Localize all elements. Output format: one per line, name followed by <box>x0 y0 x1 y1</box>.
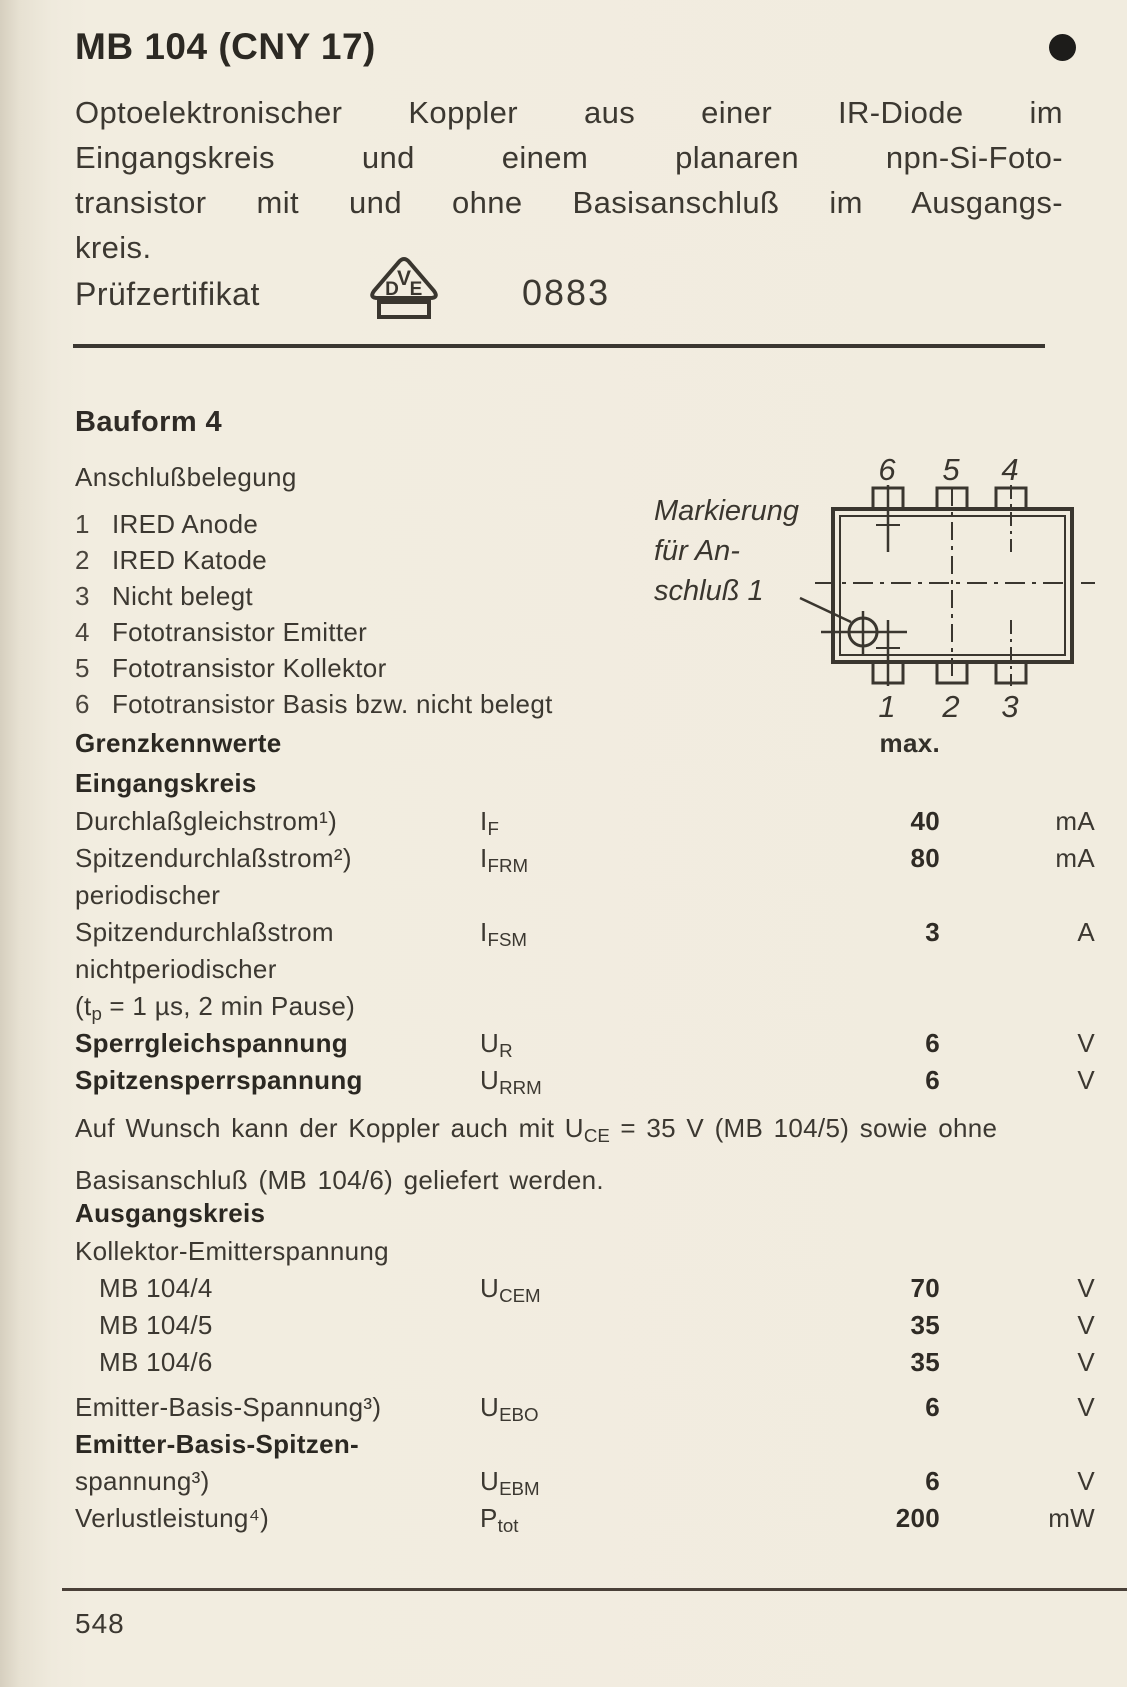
pin-label: IRED Katode <box>112 545 268 575</box>
param-value: 6 <box>925 1466 940 1496</box>
param-label: ($t_p = 1$ µs, 2 min Pause) <box>75 991 356 1025</box>
param-unit: V <box>1077 1028 1095 1058</box>
pin-number: 4 <box>75 617 90 647</box>
param-symbol: $I_{FRM}$ <box>480 843 529 877</box>
pin-number: 5 <box>942 452 960 487</box>
pin-number: 3 <box>1001 689 1019 724</box>
param-value: 6 <box>925 1028 940 1058</box>
param-value: 35 <box>910 1310 940 1340</box>
description-paragraph <box>75 90 1063 270</box>
print-dot <box>1049 34 1076 61</box>
package-diagram <box>640 430 1127 730</box>
table-row <box>75 1310 1095 1347</box>
param-unit: mW <box>1048 1503 1095 1533</box>
pin-number: 2 <box>75 545 90 575</box>
pin-row <box>75 578 553 614</box>
param-unit: V <box>1077 1273 1095 1303</box>
max-column-label: max. <box>879 728 940 758</box>
vde-logo-icon <box>366 254 442 329</box>
param-value: 200 <box>895 1503 940 1533</box>
param-value: 6 <box>925 1065 940 1095</box>
pin-number: 1 <box>878 689 896 724</box>
param-label: Durchlaßgleichstrom¹) <box>75 806 338 836</box>
pin-number: 3 <box>75 581 90 611</box>
marking-label-line: schluß 1 <box>654 575 764 607</box>
pin-number: 4 <box>1001 452 1019 487</box>
param-unit: A <box>1077 917 1095 947</box>
certificate-number: 0883 <box>522 272 611 313</box>
table-row <box>75 1392 1095 1429</box>
param-label: MB 104/5 <box>99 1310 213 1340</box>
param-label: Kollektor-Emitterspannung <box>75 1236 389 1266</box>
table-row <box>75 991 1095 1028</box>
param-symbol: $U_{RRM}$ <box>480 1065 542 1099</box>
param-value: 40 <box>910 806 940 836</box>
section-rule <box>73 344 1045 348</box>
table-row <box>75 1347 1095 1384</box>
param-symbol: $U_{EBM}$ <box>480 1466 540 1500</box>
description-line: kreis. <box>75 230 152 265</box>
table-row <box>75 1236 1095 1273</box>
bauform-heading: Bauform 4 <box>75 406 223 438</box>
param-unit: mA <box>1055 806 1095 836</box>
param-label: Spitzensperrspannung <box>75 1065 363 1095</box>
param-unit: V <box>1077 1392 1095 1422</box>
table-row <box>75 1028 1095 1065</box>
output-section-heading: Ausgangskreis <box>75 1198 266 1228</box>
param-symbol: $U_{CEM}$ <box>480 1273 541 1307</box>
note-line: Basisanschluß (MB 104/6) geliefert werden. <box>75 1165 604 1196</box>
pin-label: Fototransistor Emitter <box>112 617 368 647</box>
param-value: 80 <box>910 843 940 873</box>
pin-row <box>75 506 553 542</box>
table-row <box>75 1429 1095 1466</box>
table-row <box>75 954 1095 991</box>
option-note <box>75 1106 1095 1198</box>
description-line: Optoelektronischer Koppler aus einer IR-Diode im <box>75 95 1063 130</box>
param-unit: V <box>1077 1065 1095 1095</box>
description-line: Eingangskreis und einem planaren npn-Si-Foto- <box>75 140 1063 175</box>
param-label: MB 104/4 <box>99 1273 213 1303</box>
footer-rule <box>62 1588 1127 1591</box>
description-line: transistor mit und ohne Basisanschluß im Ausgangs- <box>75 185 1063 220</box>
limits-table <box>75 728 1095 1540</box>
input-section-heading: Eingangskreis <box>75 768 257 798</box>
pin-label: Fototransistor Basis bzw. nicht belegt <box>112 689 553 719</box>
pin-row <box>75 650 553 686</box>
param-label: MB 104/6 <box>99 1347 213 1377</box>
note-line: Auf Wunsch kann der Koppler auch mit $U_{CE} = 35$ V (MB 104/5) sowie ohne <box>75 1113 998 1147</box>
marking-label-line: Markierung <box>654 495 800 527</box>
param-symbol: $I_F$ <box>480 806 499 840</box>
param-label: Emitter-Basis-Spitzen- <box>75 1429 359 1459</box>
param-label: Spitzendurchlaßstrom <box>75 917 334 947</box>
page-title: MB 104 (CNY 17) <box>75 26 376 67</box>
pin-number: 2 <box>942 689 960 724</box>
vde-letter-e: E <box>409 279 423 300</box>
param-unit: mA <box>1055 843 1095 873</box>
param-unit: V <box>1077 1310 1095 1340</box>
table-row <box>75 1503 1095 1540</box>
param-label: Verlustleistung⁴) <box>75 1503 270 1533</box>
table-row <box>75 880 1095 917</box>
vde-letter-d: D <box>385 279 399 300</box>
pin-number: 6 <box>75 689 90 719</box>
param-label: Emitter-Basis-Spannung³) <box>75 1392 382 1422</box>
pin-list <box>75 506 553 722</box>
pin-row <box>75 686 553 722</box>
param-label: periodischer <box>75 880 221 910</box>
param-unit: V <box>1077 1466 1095 1496</box>
pin-number: 6 <box>878 452 896 487</box>
table-row <box>75 806 1095 843</box>
param-symbol: $U_R$ <box>480 1028 513 1062</box>
param-value: 35 <box>910 1347 940 1377</box>
pin-number: 5 <box>75 653 90 683</box>
table-row <box>75 917 1095 954</box>
pin-row <box>75 542 553 578</box>
param-symbol: $P_{tot}$ <box>480 1503 519 1537</box>
pin-label: Nicht belegt <box>112 581 253 611</box>
marking-label-line: für An- <box>654 535 740 567</box>
pin-label: IRED Anode <box>112 509 259 539</box>
param-value: 3 <box>925 917 940 947</box>
param-value: 70 <box>910 1273 940 1303</box>
param-label: Sperrgleichspannung <box>75 1028 348 1058</box>
param-unit: V <box>1077 1347 1095 1377</box>
param-symbol: $U_{EBO}$ <box>480 1392 539 1426</box>
table-row <box>75 1273 1095 1310</box>
param-symbol: $I_{FSM}$ <box>480 917 528 951</box>
table-row <box>75 843 1095 880</box>
param-value: 6 <box>925 1392 940 1422</box>
pin-number: 1 <box>75 509 90 539</box>
param-label: Spitzendurchlaßstrom²) <box>75 843 352 873</box>
vde-letter-v: V <box>396 267 412 290</box>
table-row <box>75 1466 1095 1503</box>
pin-label: Fototransistor Kollektor <box>112 653 387 683</box>
limits-heading: Grenzkennwerte <box>75 728 282 758</box>
param-label: spannung³) <box>75 1466 210 1496</box>
pinout-heading: Anschlußbelegung <box>75 462 297 492</box>
table-row <box>75 1065 1095 1102</box>
pin-row <box>75 614 553 650</box>
param-label: nichtperiodischer <box>75 954 277 984</box>
certificate-label: Prüfzertifikat <box>75 276 260 312</box>
page-number: 548 <box>75 1608 125 1639</box>
